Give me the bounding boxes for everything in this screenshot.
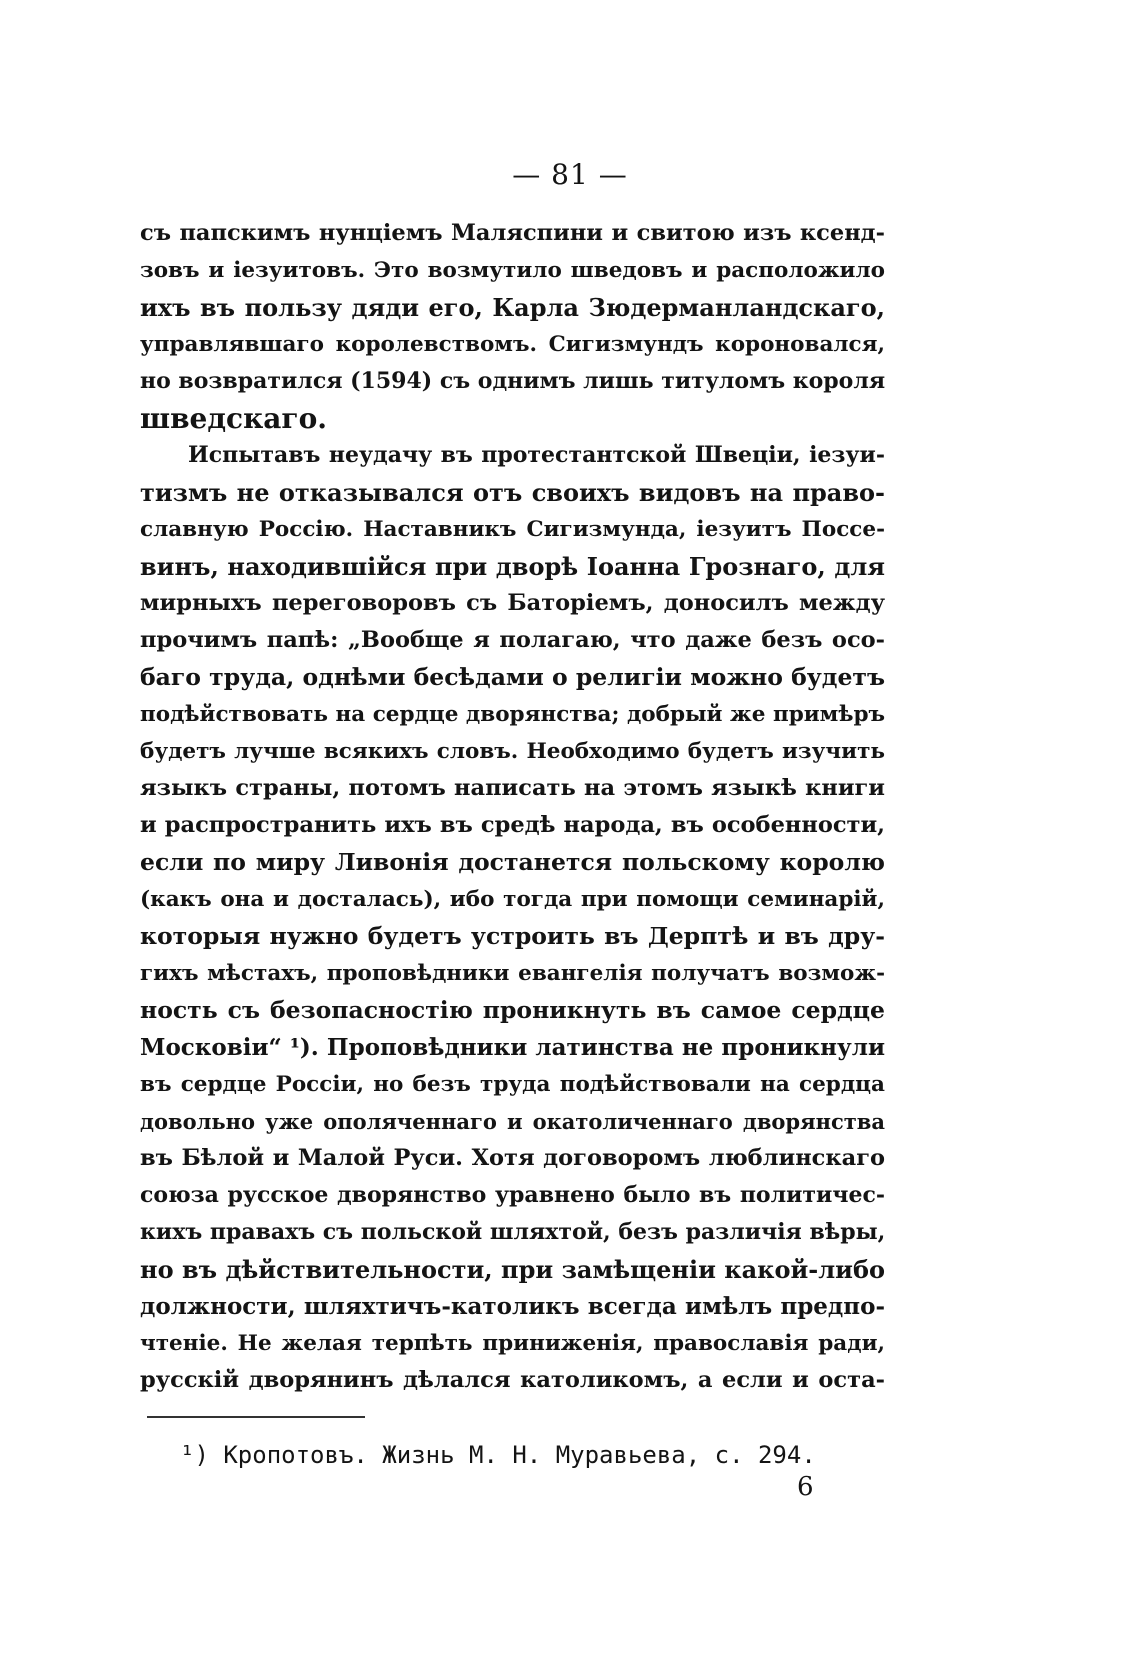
text-line: союза русское дворянство уравнено было въ политичес- [140, 1182, 885, 1208]
text-line: ихъ въ пользу дяди его, Карла Зюдерманландскаго, [140, 293, 885, 322]
text-line: винъ, находившійся при дворѣ Іоанна Грознаго, для [140, 552, 885, 581]
text-line: шведскаго. [140, 402, 328, 435]
footnote-text: Кропотовъ. Жизнь М. Н. Муравьева, с. 294. [223, 1441, 816, 1469]
text-line: въ сердце Россіи, но безъ труда подѣйствовали на сердца [140, 1072, 885, 1097]
text-line: довольно уже ополяченнаго и окатоличеннаго дворянства [140, 1109, 885, 1134]
page-number: — 81 — [512, 158, 628, 191]
text-line: должности, шляхтичъ-католикъ всегда имѣлъ предпо- [140, 1293, 885, 1320]
text-line: баго труда, однѣми бесѣдами о религіи можно будетъ [140, 663, 885, 691]
text-line: языкъ страны, потомъ написать на этомъ языкѣ книги [140, 775, 885, 801]
text-line: но въ дѣйствительности, при замѣщеніи какой-либо [140, 1255, 885, 1284]
text-line: управлявшаго королевствомъ. Сигизмундъ короновался, [140, 332, 885, 357]
text-line: зовъ и іезуитовъ. Это возмутило шведовъ и расположило [140, 258, 885, 283]
text-line: тизмъ не отказывался отъ своихъ видовъ на право- [140, 478, 885, 507]
text-line: славную Россію. Наставникъ Сигизмунда, іезуитъ Поссе- [140, 517, 885, 542]
text-line: которыя нужно будетъ устроить въ Дерптѣ и въ дру- [140, 922, 885, 950]
text-line: гихъ мѣстахъ, проповѣдники евангелія получатъ возмож- [140, 961, 885, 986]
text-line: въ Бѣлой и Малой Руси. Хотя договоромъ люблинскаго [140, 1145, 885, 1171]
text-line: мирныхъ переговоровъ съ Баторіемъ, доносилъ между [140, 590, 885, 616]
footnote-divider [147, 1416, 365, 1418]
text-line: если по миру Ливонія достанется польскому королю [140, 848, 885, 876]
text-line: кихъ правахъ съ польской шляхтой, безъ различія вѣры, [140, 1219, 885, 1245]
text-line: (какъ она и досталась), ибо тогда при помощи семинарій, [140, 887, 885, 912]
text-line: Московіи“ ¹). Проповѣдники латинства не проникнули [140, 1034, 885, 1061]
text-line: ность съ безопасностію проникнуть въ самое сердце [140, 996, 885, 1024]
text-line: съ папскимъ нунціемъ Маляспини и свитою изъ ксенд- [140, 220, 885, 246]
text-line: чтеніе. Не желая терпѣть приниженія, православія ради, [140, 1331, 885, 1356]
text-line: Испытавъ неудачу въ протестантской Швеціи, іезуи- [188, 442, 885, 468]
printer-signature-mark: 6 [797, 1472, 814, 1502]
text-line: русскій дворянинъ дѣлался католикомъ, а если и оста- [140, 1367, 885, 1393]
footnote-marker: ¹) [180, 1441, 209, 1469]
text-line: прочимъ папѣ: „Вообще я полагаю, что даже безъ осо- [140, 627, 885, 653]
text-line: и распространить ихъ въ средѣ народа, въ особенности, [140, 812, 885, 838]
text-line: но возвратился (1594) съ однимъ лишь титуломъ короля [140, 368, 885, 394]
text-line: будетъ лучше всякихъ словъ. Необходимо будетъ изучить [140, 739, 885, 764]
body-text [140, 215, 885, 1399]
footnote [180, 1441, 816, 1469]
text-line: подѣйствовать на сердце дворянства; добрый же примѣръ [140, 702, 885, 727]
